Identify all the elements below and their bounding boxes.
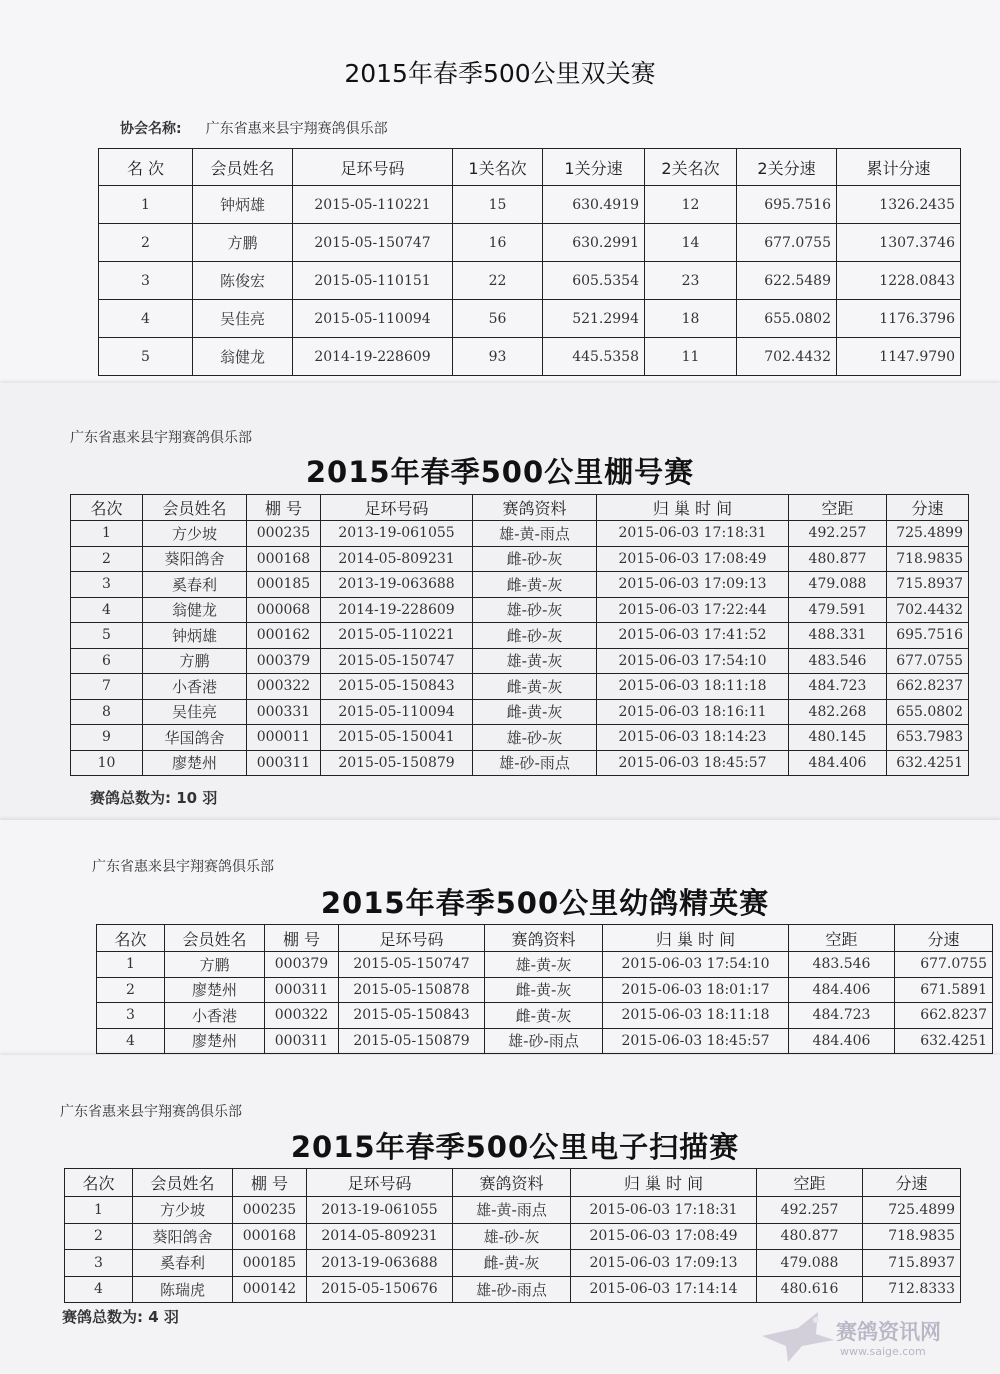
arrival-time-cell: 2015-06-03 17:41:52 bbox=[597, 623, 789, 649]
page-title-young-elite: 2015年春季500公里幼鸽精英赛 bbox=[320, 886, 770, 920]
ring-number-cell: 2015-05-150879 bbox=[339, 1028, 485, 1054]
ring-number-cell: 2014-19-228609 bbox=[321, 597, 473, 623]
column-header: 足环号码 bbox=[339, 925, 485, 952]
column-header: 赛鸽资料 bbox=[473, 495, 597, 521]
rank-cell: 10 bbox=[71, 750, 143, 776]
ring-number-cell: 2013-19-061055 bbox=[321, 521, 473, 547]
arrival-time-cell: 2015-06-03 18:11:18 bbox=[597, 674, 789, 700]
arrival-time-cell: 2015-06-03 18:14:23 bbox=[597, 725, 789, 751]
distance-cell: 480.145 bbox=[789, 725, 887, 751]
arrival-time-cell: 2015-06-03 17:14:14 bbox=[571, 1276, 757, 1303]
speed-cell: 702.4432 bbox=[887, 597, 969, 623]
distance-cell: 479.088 bbox=[789, 572, 887, 598]
member-name-cell: 吴佳亮 bbox=[193, 300, 293, 338]
speed-cell: 677.0755 bbox=[887, 648, 969, 674]
table-row bbox=[97, 1003, 993, 1029]
table-row bbox=[99, 338, 961, 376]
column-header: 会员姓名 bbox=[143, 495, 247, 521]
distance-cell: 488.331 bbox=[789, 623, 887, 649]
page-title-loft-number: 2015年春季500公里棚号赛 bbox=[305, 455, 695, 489]
total-count: 赛鸽总数为: 10 羽 bbox=[90, 789, 218, 807]
table-row bbox=[71, 597, 969, 623]
stage1-rank-cell: 15 bbox=[453, 186, 543, 224]
total-speed-cell: 1147.9790 bbox=[837, 338, 961, 376]
rank-cell: 5 bbox=[99, 338, 193, 376]
stage1-rank-cell: 93 bbox=[453, 338, 543, 376]
distance-cell: 480.877 bbox=[789, 546, 887, 572]
club-name: 广东省惠来县宇翔赛鸽俱乐部 bbox=[70, 430, 252, 446]
table-row bbox=[65, 1223, 961, 1250]
column-header: 2关分速 bbox=[737, 149, 837, 186]
table-row bbox=[71, 725, 969, 751]
distance-cell: 484.723 bbox=[789, 1003, 895, 1029]
watermark-url: www.saige.com bbox=[840, 1345, 926, 1358]
speed-cell: 715.8937 bbox=[887, 572, 969, 598]
rank-cell: 4 bbox=[65, 1276, 133, 1303]
column-header: 会员姓名 bbox=[165, 925, 265, 952]
arrival-time-cell: 2015-06-03 17:09:13 bbox=[597, 572, 789, 598]
loft-number-cell: 000311 bbox=[247, 750, 321, 776]
arrival-time-cell: 2015-06-03 17:08:49 bbox=[597, 546, 789, 572]
young-elite-table bbox=[96, 924, 993, 1054]
distance-cell: 480.616 bbox=[757, 1276, 863, 1303]
member-name-cell: 廖楚州 bbox=[165, 977, 265, 1003]
member-name-cell: 陈瑞虎 bbox=[133, 1276, 233, 1303]
rank-cell: 2 bbox=[99, 224, 193, 262]
rank-cell: 4 bbox=[99, 300, 193, 338]
member-name-cell: 方鹏 bbox=[143, 648, 247, 674]
stage1-speed-cell: 630.2991 bbox=[543, 224, 645, 262]
column-header: 1关名次 bbox=[453, 149, 543, 186]
arrival-time-cell: 2015-06-03 18:11:18 bbox=[603, 1003, 789, 1029]
rank-cell: 2 bbox=[97, 977, 165, 1003]
arrival-time-cell: 2015-06-03 18:16:11 bbox=[597, 699, 789, 725]
double-stage-table bbox=[98, 148, 961, 376]
table-header-row bbox=[99, 149, 961, 186]
table-row bbox=[97, 977, 993, 1003]
loft-number-cell: 000311 bbox=[265, 977, 339, 1003]
rank-cell: 1 bbox=[97, 952, 165, 978]
column-header: 名次 bbox=[97, 925, 165, 952]
association-line bbox=[120, 118, 388, 138]
table-row bbox=[97, 952, 993, 978]
member-name-cell: 方少坡 bbox=[143, 521, 247, 547]
speed-cell: 662.8237 bbox=[887, 674, 969, 700]
rank-cell: 2 bbox=[65, 1223, 133, 1250]
pigeon-info-cell: 雌-黄-灰 bbox=[473, 674, 597, 700]
distance-cell: 483.546 bbox=[789, 648, 887, 674]
stage2-speed-cell: 677.0755 bbox=[737, 224, 837, 262]
ring-number-cell: 2015-05-150843 bbox=[339, 1003, 485, 1029]
pigeon-info-cell: 雌-砂-灰 bbox=[473, 623, 597, 649]
table-header-row bbox=[65, 1169, 961, 1197]
loft-number-cell: 000011 bbox=[247, 725, 321, 751]
arrival-time-cell: 2015-06-03 17:54:10 bbox=[603, 952, 789, 978]
table-row bbox=[99, 262, 961, 300]
loft-number-cell: 000168 bbox=[233, 1223, 307, 1250]
distance-cell: 484.406 bbox=[789, 977, 895, 1003]
column-header: 2关名次 bbox=[645, 149, 737, 186]
speed-cell: 718.9835 bbox=[887, 546, 969, 572]
member-name-cell: 方鹏 bbox=[165, 952, 265, 978]
ring-number-cell: 2014-05-809231 bbox=[321, 546, 473, 572]
ring-number-cell: 2015-05-110094 bbox=[293, 300, 453, 338]
pigeon-info-cell: 雄-黄-雨点 bbox=[453, 1197, 571, 1224]
column-header: 赛鸽资料 bbox=[485, 925, 603, 952]
ring-number-cell: 2015-05-150747 bbox=[293, 224, 453, 262]
rank-cell: 4 bbox=[71, 597, 143, 623]
association-value: 广东省惠来县宇翔赛鸽俱乐部 bbox=[205, 121, 388, 137]
arrival-time-cell: 2015-06-03 17:08:49 bbox=[571, 1223, 757, 1250]
column-header: 名 次 bbox=[99, 149, 193, 186]
table-row bbox=[71, 572, 969, 598]
arrival-time-cell: 2015-06-03 17:54:10 bbox=[597, 648, 789, 674]
member-name-cell: 奚春利 bbox=[143, 572, 247, 598]
watermark-name: 赛鸽资讯网 bbox=[836, 1320, 941, 1344]
stage2-speed-cell: 655.0802 bbox=[737, 300, 837, 338]
arrival-time-cell: 2015-06-03 18:45:57 bbox=[597, 750, 789, 776]
column-header: 足环号码 bbox=[321, 495, 473, 521]
table-row bbox=[65, 1197, 961, 1224]
rank-cell: 1 bbox=[65, 1197, 133, 1224]
distance-cell: 492.257 bbox=[789, 521, 887, 547]
column-header: 空距 bbox=[757, 1169, 863, 1197]
loft-number-cell: 000379 bbox=[265, 952, 339, 978]
member-name-cell: 翁健龙 bbox=[143, 597, 247, 623]
loft-number-cell: 000322 bbox=[265, 1003, 339, 1029]
pigeon-info-cell: 雌-黄-灰 bbox=[485, 977, 603, 1003]
ring-number-cell: 2015-05-150747 bbox=[339, 952, 485, 978]
speed-cell: 632.4251 bbox=[887, 750, 969, 776]
stage2-speed-cell: 695.7516 bbox=[737, 186, 837, 224]
arrival-time-cell: 2015-06-03 18:01:17 bbox=[603, 977, 789, 1003]
stage1-rank-cell: 16 bbox=[453, 224, 543, 262]
ring-number-cell: 2013-19-061055 bbox=[307, 1197, 453, 1224]
stage2-rank-cell: 12 bbox=[645, 186, 737, 224]
ring-number-cell: 2013-19-063688 bbox=[321, 572, 473, 598]
column-header: 分速 bbox=[887, 495, 969, 521]
member-name-cell: 奚春利 bbox=[133, 1250, 233, 1277]
loft-number-cell: 000162 bbox=[247, 623, 321, 649]
pigeon-info-cell: 雌-黄-灰 bbox=[485, 1003, 603, 1029]
table-row bbox=[99, 186, 961, 224]
stage2-rank-cell: 14 bbox=[645, 224, 737, 262]
ring-number-cell: 2013-19-063688 bbox=[307, 1250, 453, 1277]
column-header: 赛鸽资料 bbox=[453, 1169, 571, 1197]
pigeon-info-cell: 雌-黄-灰 bbox=[473, 572, 597, 598]
distance-cell: 483.546 bbox=[789, 952, 895, 978]
member-name-cell: 廖楚州 bbox=[143, 750, 247, 776]
speed-cell: 712.8333 bbox=[863, 1276, 961, 1303]
distance-cell: 492.257 bbox=[757, 1197, 863, 1224]
ring-number-cell: 2015-05-150747 bbox=[321, 648, 473, 674]
distance-cell: 484.406 bbox=[789, 1028, 895, 1054]
ring-number-cell: 2015-05-110094 bbox=[321, 699, 473, 725]
table-row bbox=[71, 521, 969, 547]
column-header: 棚 号 bbox=[247, 495, 321, 521]
column-header: 归 巢 时 间 bbox=[603, 925, 789, 952]
arrival-time-cell: 2015-06-03 18:45:57 bbox=[603, 1028, 789, 1054]
pigeon-info-cell: 雄-砂-雨点 bbox=[473, 750, 597, 776]
column-header: 空距 bbox=[789, 495, 887, 521]
speed-cell: 677.0755 bbox=[895, 952, 993, 978]
member-name-cell: 钟炳雄 bbox=[143, 623, 247, 649]
sheet-double-stage bbox=[0, 0, 1000, 385]
electronic-scan-table bbox=[64, 1168, 961, 1303]
loft-number-cell: 000379 bbox=[247, 648, 321, 674]
loft-number-cell: 000185 bbox=[233, 1250, 307, 1277]
rank-cell: 9 bbox=[71, 725, 143, 751]
member-name-cell: 廖楚州 bbox=[165, 1028, 265, 1054]
speed-cell: 725.4899 bbox=[863, 1197, 961, 1224]
loft-number-cell: 000068 bbox=[247, 597, 321, 623]
table-row bbox=[65, 1250, 961, 1277]
distance-cell: 482.268 bbox=[789, 699, 887, 725]
column-header: 分速 bbox=[863, 1169, 961, 1197]
stage2-speed-cell: 622.5489 bbox=[737, 262, 837, 300]
rank-cell: 3 bbox=[97, 1003, 165, 1029]
distance-cell: 484.406 bbox=[789, 750, 887, 776]
stage2-rank-cell: 18 bbox=[645, 300, 737, 338]
pigeon-info-cell: 雌-黄-灰 bbox=[453, 1250, 571, 1277]
pigeon-info-cell: 雄-砂-雨点 bbox=[453, 1276, 571, 1303]
table-header-row bbox=[71, 495, 969, 521]
table-row bbox=[71, 648, 969, 674]
loft-number-cell: 000235 bbox=[247, 521, 321, 547]
stage1-rank-cell: 22 bbox=[453, 262, 543, 300]
column-header: 会员姓名 bbox=[133, 1169, 233, 1197]
speed-cell: 662.8237 bbox=[895, 1003, 993, 1029]
table-header-row bbox=[97, 925, 993, 952]
loft-number-cell: 000185 bbox=[247, 572, 321, 598]
column-header: 足环号码 bbox=[293, 149, 453, 186]
column-header: 会员姓名 bbox=[193, 149, 293, 186]
loft-number-cell: 000331 bbox=[247, 699, 321, 725]
rank-cell: 6 bbox=[71, 648, 143, 674]
speed-cell: 695.7516 bbox=[887, 623, 969, 649]
speed-cell: 725.4899 bbox=[887, 521, 969, 547]
pigeon-info-cell: 雄-砂-雨点 bbox=[485, 1028, 603, 1054]
stage2-rank-cell: 23 bbox=[645, 262, 737, 300]
association-label: 协会名称: bbox=[120, 121, 182, 137]
rank-cell: 8 bbox=[71, 699, 143, 725]
stage2-speed-cell: 702.4432 bbox=[737, 338, 837, 376]
member-name-cell: 陈俊宏 bbox=[193, 262, 293, 300]
member-name-cell: 小香港 bbox=[165, 1003, 265, 1029]
distance-cell: 479.591 bbox=[789, 597, 887, 623]
loft-number-cell: 000322 bbox=[247, 674, 321, 700]
member-name-cell: 吴佳亮 bbox=[143, 699, 247, 725]
column-header: 名次 bbox=[65, 1169, 133, 1197]
column-header: 名次 bbox=[71, 495, 143, 521]
ring-number-cell: 2015-05-110221 bbox=[293, 186, 453, 224]
member-name-cell: 小香港 bbox=[143, 674, 247, 700]
distance-cell: 480.877 bbox=[757, 1223, 863, 1250]
loft-number-table bbox=[70, 494, 969, 776]
table-row bbox=[71, 546, 969, 572]
table-row bbox=[99, 224, 961, 262]
table-row bbox=[99, 300, 961, 338]
pigeon-info-cell: 雄-砂-灰 bbox=[473, 725, 597, 751]
ring-number-cell: 2014-05-809231 bbox=[307, 1223, 453, 1250]
loft-number-cell: 000235 bbox=[233, 1197, 307, 1224]
speed-cell: 671.5891 bbox=[895, 977, 993, 1003]
loft-number-cell: 000142 bbox=[233, 1276, 307, 1303]
rank-cell: 1 bbox=[71, 521, 143, 547]
total-count: 赛鸽总数为: 4 羽 bbox=[62, 1308, 179, 1326]
arrival-time-cell: 2015-06-03 17:22:44 bbox=[597, 597, 789, 623]
ring-number-cell: 2014-19-228609 bbox=[293, 338, 453, 376]
stage1-rank-cell: 56 bbox=[453, 300, 543, 338]
column-header: 棚 号 bbox=[265, 925, 339, 952]
member-name-cell: 葵阳鸽舍 bbox=[143, 546, 247, 572]
ring-number-cell: 2015-05-150878 bbox=[339, 977, 485, 1003]
rank-cell: 4 bbox=[97, 1028, 165, 1054]
total-speed-cell: 1307.3746 bbox=[837, 224, 961, 262]
speed-cell: 655.0802 bbox=[887, 699, 969, 725]
page-title-double-stage: 2015年春季500公里双关赛 bbox=[344, 59, 656, 88]
arrival-time-cell: 2015-06-03 17:18:31 bbox=[597, 521, 789, 547]
pigeon-info-cell: 雄-黄-雨点 bbox=[473, 521, 597, 547]
member-name-cell: 钟炳雄 bbox=[193, 186, 293, 224]
column-header: 归 巢 时 间 bbox=[571, 1169, 757, 1197]
total-speed-cell: 1326.2435 bbox=[837, 186, 961, 224]
ring-number-cell: 2015-05-150879 bbox=[321, 750, 473, 776]
speed-cell: 718.9835 bbox=[863, 1223, 961, 1250]
loft-number-cell: 000311 bbox=[265, 1028, 339, 1054]
total-speed-cell: 1176.3796 bbox=[837, 300, 961, 338]
pigeon-info-cell: 雄-砂-灰 bbox=[453, 1223, 571, 1250]
ring-number-cell: 2015-05-150676 bbox=[307, 1276, 453, 1303]
speed-cell: 632.4251 bbox=[895, 1028, 993, 1054]
club-name: 广东省惠来县宇翔赛鸽俱乐部 bbox=[60, 1104, 242, 1120]
rank-cell: 2 bbox=[71, 546, 143, 572]
member-name-cell: 葵阳鸽舍 bbox=[133, 1223, 233, 1250]
pigeon-info-cell: 雌-砂-灰 bbox=[473, 546, 597, 572]
member-name-cell: 翁健龙 bbox=[193, 338, 293, 376]
member-name-cell: 华国鸽舍 bbox=[143, 725, 247, 751]
rank-cell: 7 bbox=[71, 674, 143, 700]
distance-cell: 479.088 bbox=[757, 1250, 863, 1277]
column-header: 归 巢 时 间 bbox=[597, 495, 789, 521]
ring-number-cell: 2015-05-150843 bbox=[321, 674, 473, 700]
column-header: 空距 bbox=[789, 925, 895, 952]
stage1-speed-cell: 445.5358 bbox=[543, 338, 645, 376]
speed-cell: 653.7983 bbox=[887, 725, 969, 751]
column-header: 棚 号 bbox=[233, 1169, 307, 1197]
member-name-cell: 方鹏 bbox=[193, 224, 293, 262]
ring-number-cell: 2015-05-150041 bbox=[321, 725, 473, 751]
pigeon-info-cell: 雄-砂-灰 bbox=[473, 597, 597, 623]
column-header: 1关分速 bbox=[543, 149, 645, 186]
rank-cell: 1 bbox=[99, 186, 193, 224]
distance-cell: 484.723 bbox=[789, 674, 887, 700]
table-row bbox=[71, 750, 969, 776]
page-title-electronic-scan: 2015年春季500公里电子扫描赛 bbox=[290, 1130, 740, 1164]
pigeon-info-cell: 雄-黄-灰 bbox=[485, 952, 603, 978]
rank-cell: 5 bbox=[71, 623, 143, 649]
table-row bbox=[71, 674, 969, 700]
table-row bbox=[71, 623, 969, 649]
member-name-cell: 方少坡 bbox=[133, 1197, 233, 1224]
rank-cell: 3 bbox=[99, 262, 193, 300]
arrival-time-cell: 2015-06-03 17:09:13 bbox=[571, 1250, 757, 1277]
column-header: 足环号码 bbox=[307, 1169, 453, 1197]
ring-number-cell: 2015-05-110151 bbox=[293, 262, 453, 300]
club-name: 广东省惠来县宇翔赛鸽俱乐部 bbox=[92, 859, 274, 875]
pigeon-info-cell: 雄-黄-灰 bbox=[473, 648, 597, 674]
rank-cell: 3 bbox=[65, 1250, 133, 1277]
speed-cell: 715.8937 bbox=[863, 1250, 961, 1277]
table-row bbox=[97, 1028, 993, 1054]
stage2-rank-cell: 11 bbox=[645, 338, 737, 376]
table-row bbox=[71, 699, 969, 725]
rank-cell: 3 bbox=[71, 572, 143, 598]
ring-number-cell: 2015-05-110221 bbox=[321, 623, 473, 649]
column-header: 分速 bbox=[895, 925, 993, 952]
stage1-speed-cell: 605.5354 bbox=[543, 262, 645, 300]
table-row bbox=[65, 1276, 961, 1303]
stage1-speed-cell: 521.2994 bbox=[543, 300, 645, 338]
loft-number-cell: 000168 bbox=[247, 546, 321, 572]
total-speed-cell: 1228.0843 bbox=[837, 262, 961, 300]
arrival-time-cell: 2015-06-03 17:18:31 bbox=[571, 1197, 757, 1224]
stage1-speed-cell: 630.4919 bbox=[543, 186, 645, 224]
pigeon-info-cell: 雌-黄-灰 bbox=[473, 699, 597, 725]
column-header: 累计分速 bbox=[837, 149, 961, 186]
